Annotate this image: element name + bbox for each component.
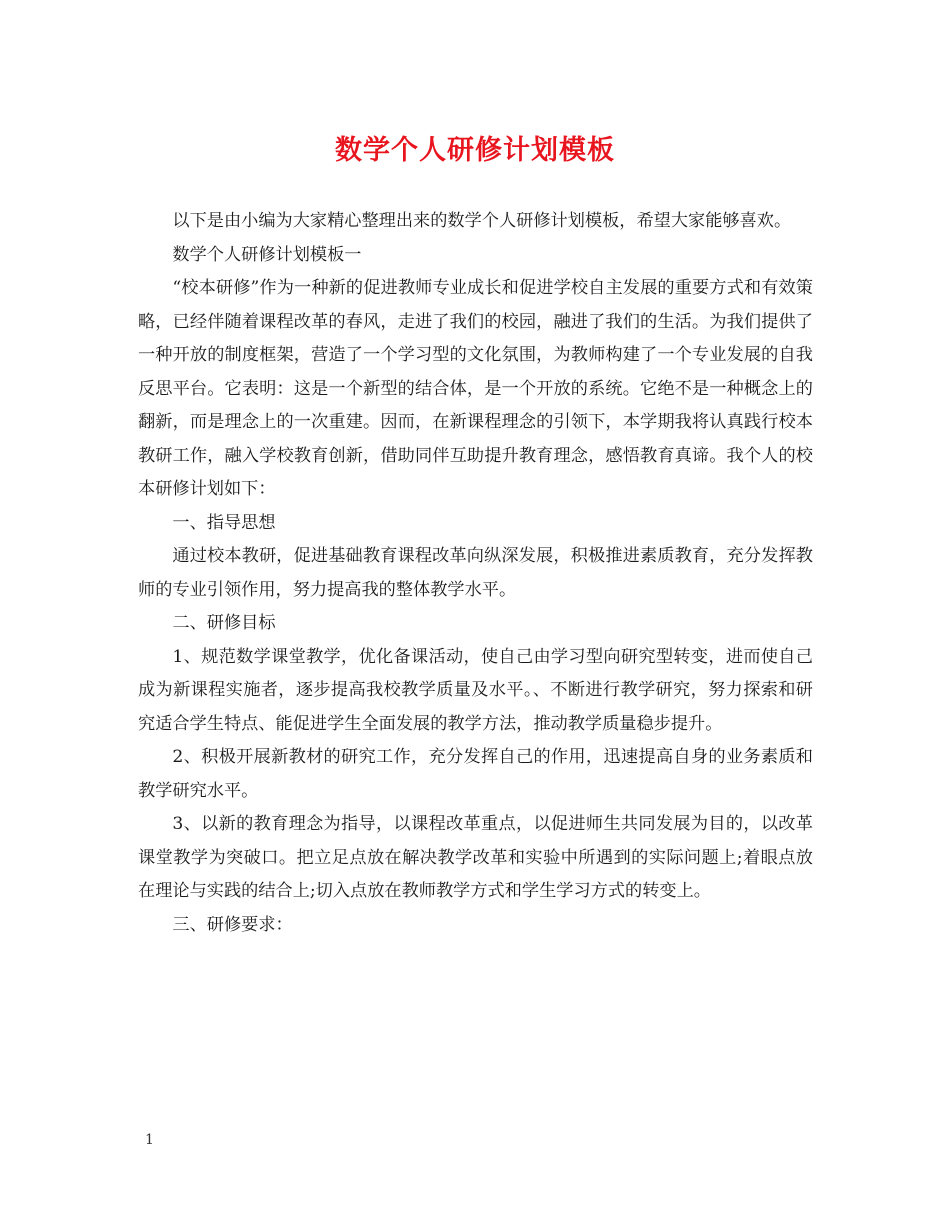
- paragraph-school-research: “校本研修”作为一种新的促进教师专业成长和促进学校自主发展的重要方式和有效策略，已经伴随着课程改革的春风，走进了我们的校园，融进了我们的生活。为我们提供了一种开放的制度框架，营造了一个学习型的文化氛围，为教师构建了一个专业发展的自我反思平台。它表明：这是一个新型的结合体，是一个开放的系统。它绝不是一种概念上的翻新，而是理念上的一次重建。因而，在新课程理念的引领下，本学期我将认真践行校本教研工作，融入学校教育创新，借助同伴互助提升教育理念，感悟教育真谛。我个人的校本研修计划如下：: [138, 278, 813, 499]
- paragraph-goal-2: 2、积极开展新教材的研究工作，充分发挥自己的作用，迅速提高自身的业务素质和教学研究水平。: [138, 747, 813, 801]
- paragraph-template-heading: 数学个人研修计划模板一: [172, 244, 362, 265]
- paragraph-goal-1: 1、规范数学课堂教学，优化备课活动，使自己由学习型向研究型转变，进而使自己成为新课程实施者，逐步提高我校教学质量及水平。、不断进行教学研究，努力探索和研究适合学生特点、能促进学生全面发展的教学方法，推动教学质量稳步提升。: [138, 646, 813, 734]
- paragraph-guiding-thought: 通过校本教研，促进基础教育课程改革向纵深发展，积极推进素质教育，充分发挥教师的专业引领作用，努力提高我的整体教学水平。: [138, 546, 813, 600]
- document-body: [138, 205, 813, 942]
- page-number: 1: [145, 1132, 154, 1148]
- document-title: 数学个人研修计划模板: [335, 135, 615, 166]
- paragraph-goal-3: 3、以新的教育理念为指导，以课程改革重点，以促进师生共同发展为目的，以改革课堂教学为突破口。把立足点放在解决教学改革和实验中所遇到的实际问题上;着眼点放在理论与实践的结合上;切入点放在教师教学方式和学生学习方式的转变上。: [138, 814, 813, 901]
- section-heading-research-requirements: 三、研修要求：: [172, 914, 293, 935]
- section-heading-guiding-thought: 一、指导思想: [172, 512, 276, 533]
- paragraph-intro: 以下是由小编为大家精心整理出来的数学个人研修计划模板，希望大家能够喜欢。: [172, 211, 792, 231]
- section-heading-research-goals: 二、研修目标: [172, 613, 276, 633]
